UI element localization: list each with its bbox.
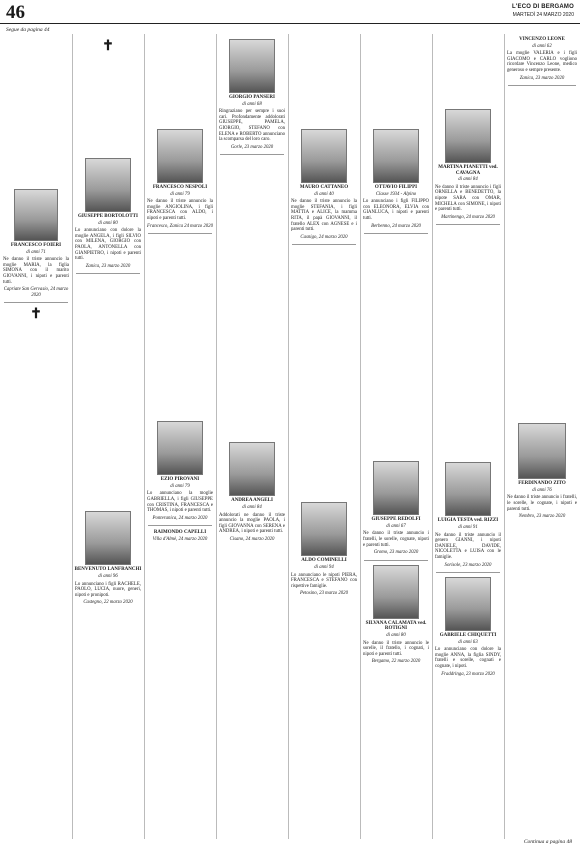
column-text-block	[506, 90, 578, 420]
obituary-notice	[290, 129, 358, 240]
column-divider	[72, 34, 73, 839]
notice-place-date: Bergamo, 22 marzo 2020	[371, 659, 421, 665]
notice-place-date: Zanica, 23 marzo 2020	[85, 263, 131, 269]
deceased-name: MAURO CATTANEO	[299, 185, 349, 190]
cross-icon: ✝	[102, 38, 114, 54]
obituary-notice	[434, 109, 502, 220]
publication-name: L'ECO DI BERGAMO	[512, 4, 574, 10]
column-text-block	[434, 229, 502, 459]
deceased-name: MARTINA PIANETTI ved. CAVAGNA	[438, 165, 498, 176]
notice-divider	[76, 273, 140, 274]
obituary-column-5	[290, 36, 358, 841]
notice-divider	[148, 525, 212, 526]
deceased-name: RAIMONDO CAPELLI	[153, 530, 207, 536]
deceased-age: di anni 94	[314, 564, 334, 570]
deceased-age: di anni 79	[170, 483, 190, 489]
notice-text: Ne danno il triste annuncio i fratelli, le sorelle, cognate, nipoti e parenti tutti.	[363, 531, 429, 548]
notice-text: Ne danno il triste annuncio la moglie ANGIOLINA, i figli FRANCESCA con ALDO, i nipoti e parenti tutti.	[147, 199, 213, 221]
obituary-column-4	[218, 36, 286, 841]
deceased-age: di anni 80	[98, 220, 118, 226]
notice-text: La moglie VALERIA e i figli GIACOMO e CARLO vogliono ricordare Vincenzo Leone, medico generoso e sempre presente.	[507, 51, 577, 73]
deceased-age: di anni 76	[532, 487, 552, 493]
notice-place-date: Gromo, 23 marzo 2020	[373, 550, 419, 556]
obituary-notice	[74, 511, 142, 606]
column-text-block	[362, 36, 430, 126]
deceased-name: FRANCESCO FOIERI	[10, 243, 62, 248]
notice-place-date: Castegno, 22 marzo 2020	[83, 600, 133, 606]
notice-text: Lo annunciano la moglie GABRIELLA, i figli GIUSEPPE con CRISTINA, FRANCESCA e THOMAS, i nipoti e parenti tutti.	[147, 491, 213, 514]
notice-text: Ringraziano per sempre i suoi cari. Profondamente addolorati GIUSEPPE, PAMELA, GIORGIO, STEFANO con ELENA e ROBERTO annunciano la scomparsa del loro caro.	[219, 109, 285, 143]
deceased-name: BENVENUTO LANFRANCHI	[74, 567, 142, 573]
obituary-notice	[434, 577, 502, 677]
deceased-name: GIORGIO PANSERI	[229, 95, 275, 100]
obituary-notice	[146, 129, 214, 229]
portrait-photo	[373, 565, 419, 619]
column-text-block	[290, 249, 358, 499]
deceased-name: GIUSEPPE BORTOLOTTI	[78, 214, 138, 219]
deceased-name: FERDINANDO ZITO	[518, 481, 566, 487]
obituary-column-6	[362, 36, 430, 841]
deceased-age: di anni 79	[170, 191, 190, 197]
notice-place-date: Francesco, Zanica 24 marzo 2020	[147, 223, 213, 229]
column-text-block	[362, 238, 430, 458]
cross-icon: ✝	[30, 306, 42, 323]
notice-text: Lo annunciano le nipoti PIERA, FRANCESCA e STEFANO con rispettive famiglie.	[291, 572, 357, 589]
column-text-block	[2, 323, 70, 523]
obituary-column-1	[2, 36, 70, 841]
deceased-name: GIUSEPPE REDOLFI	[371, 517, 421, 523]
portrait-photo	[445, 462, 491, 516]
notice-text: Ne danno il triste annuncio la moglie STEFANIA, i figli MATTIA e ALICE, la mamma RITA, il papà GIOVANNI, il fratello ALEX con AGNESE e i parenti tutti.	[291, 199, 357, 233]
column-text-block	[74, 55, 142, 155]
notice-text: Ne danno il triste annuncio la moglie MARIA, la figlia SIMONA con il marito GIOVANNI, i nipoti e parenti tutti.	[3, 257, 69, 285]
deceased-name: SILVANA CALAMATA ved. ROTIGNI	[365, 620, 427, 632]
column-divider	[216, 34, 217, 839]
deceased-age: di anni 40	[314, 191, 334, 197]
column-text-block	[74, 278, 142, 508]
notice-place-date: Villa d'Almè, 24 marzo 2020	[152, 536, 208, 542]
deceased-age: di anni 96	[98, 573, 118, 579]
obituary-column-7	[434, 36, 502, 841]
page-header	[0, 0, 580, 40]
notice-place-date: Sorisole, 23 marzo 2020	[444, 562, 492, 568]
portrait-photo	[229, 442, 275, 496]
deceased-name: VINCENZO LEONE	[519, 37, 565, 42]
obituary-column-8	[506, 36, 578, 841]
portrait-photo	[157, 421, 203, 475]
notice-place-date: Ponteranica, 24 marzo 2020	[152, 515, 208, 521]
notice-divider	[364, 560, 428, 561]
portrait-photo	[229, 39, 275, 93]
notice-divider	[436, 224, 500, 225]
notice-text: Lo annunciano con dolore la moglie ANNA, la figlia SINDY, fratelli e sorelle, cognati e cognate, i nipoti.	[435, 647, 501, 670]
column-divider	[144, 34, 145, 839]
deceased-age: di anni 67	[386, 523, 406, 529]
portrait-photo	[518, 423, 566, 479]
obituary-notice	[218, 39, 286, 150]
deceased-age: di anni 91	[458, 524, 478, 530]
portrait-photo	[373, 129, 419, 183]
notice-divider	[436, 572, 500, 573]
page-number: 46	[6, 2, 25, 23]
notice-place-date: Nembro, 23 marzo 2020	[518, 514, 566, 520]
notice-place-date: Zanica, 23 marzo 2020	[519, 75, 565, 81]
portrait-photo	[301, 129, 347, 183]
deceased-age: di anni 71	[26, 249, 46, 255]
deceased-name: GABRIELE CHIQUETTI	[439, 633, 497, 639]
deceased-age: di anni 62	[532, 43, 552, 49]
portrait-photo	[14, 189, 58, 241]
obituary-notice	[434, 462, 502, 568]
obituary-notice	[362, 461, 430, 556]
notice-text: Ne danno il triste annuncio i figli ORNELLA e BENEDETTO, la nipote SARA con OMAR, MICHELA con SIMONE, i nipoti e parenti tutti.	[435, 184, 501, 213]
notice-divider	[220, 154, 284, 155]
deceased-name: LUIGIA TESTA ved. RIZZI	[437, 518, 499, 524]
continued-from: Segue da pagina 44	[6, 27, 50, 33]
portrait-photo	[373, 461, 419, 515]
portrait-photo	[85, 511, 131, 565]
obituary-notice	[74, 158, 142, 269]
obituary-column-3	[146, 36, 214, 841]
obituary-column-2	[74, 36, 142, 841]
deceased-name: ALDO COMINELLI	[301, 558, 347, 564]
notice-divider	[4, 302, 68, 303]
notice-place-date: Capriate San Gervasio, 24 marzo 2020	[3, 287, 69, 298]
obituary-notice	[2, 189, 70, 298]
notice-divider	[508, 85, 576, 86]
notice-text: Ne danno il triste annuncio il genero GIANNI, i nipoti DANIELE, DAVIDE, NICOLETTA e LUISA con le famiglie.	[435, 532, 501, 560]
deceased-age: di anni 84	[458, 177, 478, 183]
notice-place-date: Berbenno, 24 marzo 2020	[371, 223, 421, 229]
column-text-block	[434, 36, 502, 106]
deceased-age: di anni 68	[242, 101, 262, 107]
deceased-name: ANDREA ANGELI	[231, 498, 273, 504]
obituary-notice	[362, 129, 430, 229]
obituary-notice	[506, 423, 578, 520]
notice-text: Lo annunciano i figli FILIPPO con ELEONORA, ELVIA con GIANLUCA, i nipoti e parenti tutti.	[363, 199, 429, 221]
notice-place-date: Martinengo, 24 marzo 2020	[441, 214, 495, 220]
notice-text: Lo annunciano con dolore la moglie ANGELA, i figli SILVIO con MILENA, GIORGIO con PAOLA, ANTONELLA con GIANPIETRO, i nipoti e parenti tutti.	[75, 228, 141, 262]
deceased-name: FRANCESCO NESPOLI	[152, 185, 208, 190]
portrait-photo	[445, 109, 491, 163]
obituary-notice	[290, 502, 358, 597]
deceased-name: EZIO PIROVANI	[160, 477, 200, 483]
notice-divider	[364, 233, 428, 234]
column-text-block	[218, 159, 286, 439]
obituary-notice	[146, 421, 214, 521]
column-text-block	[146, 238, 214, 418]
header-rule	[0, 23, 580, 24]
deceased-name: OTTAVIO FILIPPI	[374, 185, 418, 190]
portrait-photo	[445, 577, 491, 631]
continued-to: Continua a pagina 48	[523, 839, 572, 845]
deceased-age: di anni 80	[386, 632, 406, 638]
obituary-notice	[218, 442, 286, 542]
notice-text: Ne danno il triste annuncio i fratelli, le sorelle, le cognate, i nipoti e parenti tutti.	[507, 495, 577, 512]
column-divider	[432, 34, 433, 839]
deceased-age: Classe 1934 - Alpino	[375, 191, 417, 197]
notice-place-date: Petosino, 23 marzo 2020	[300, 591, 348, 597]
notice-place-date: Casnigo, 24 marzo 2020	[300, 234, 348, 240]
column-text-block	[146, 36, 214, 126]
notice-text: Ne danno il triste annuncio le sorelle, il fratello, i cognati, i nipoti e parenti tutti.	[363, 640, 429, 657]
notice-text: Addolorati ne danno il triste annuncio la moglie PAOLA, i figli GIOVANNA con SERENA e ANDREA, i nipoti e parenti tutti.	[219, 512, 285, 535]
notice-divider	[148, 233, 212, 234]
portrait-photo	[85, 158, 131, 212]
column-text-block	[290, 36, 358, 126]
portrait-photo	[301, 502, 347, 556]
notice-place-date: Cisano, 24 marzo 2020	[229, 536, 275, 542]
deceased-age: di anni 63	[458, 639, 478, 645]
column-divider	[288, 34, 289, 839]
notice-divider	[292, 244, 356, 245]
column-text-block	[2, 36, 70, 186]
notice-place-date: Gorle, 23 marzo 2020	[230, 144, 274, 150]
column-divider	[360, 34, 361, 839]
obituary-notice	[362, 565, 430, 665]
issue-date: MARTEDÌ 24 MARZO 2020	[512, 12, 574, 18]
notice-text: Lo annunciano i figli RACHELE, PAOLO, LUCIA, nuore, generi, nipoti e pronipoti.	[75, 581, 141, 598]
notice-place-date: Fraddringa, 23 marzo 2020	[441, 671, 495, 677]
column-divider	[504, 34, 505, 839]
deceased-age: di anni 84	[242, 504, 262, 510]
portrait-photo	[157, 129, 203, 183]
